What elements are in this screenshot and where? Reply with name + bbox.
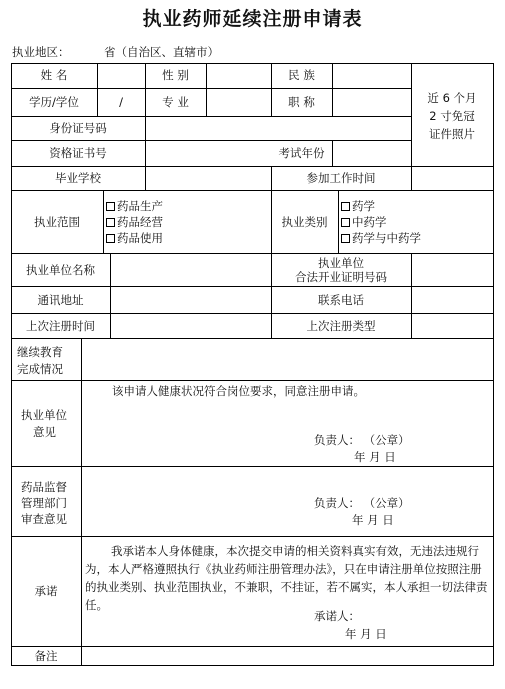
checkbox[interactable] <box>341 218 350 227</box>
checkbox[interactable] <box>341 202 350 211</box>
label-cont-edu-1: 继续教育 <box>17 345 63 359</box>
label-cont-edu-2: 完成情况 <box>17 362 63 376</box>
label-category: 执业类别 <box>281 215 328 229</box>
label-last-reg-time: 上次注册时间 <box>26 319 95 333</box>
label-gender: 性 别 <box>162 68 189 82</box>
label-name: 姓 名 <box>40 68 68 82</box>
category-option-pharmacy[interactable]: 药学 <box>341 199 375 213</box>
photo-box <box>411 89 493 143</box>
checkbox[interactable] <box>106 234 115 243</box>
label-unit-license-1: 执业单位 <box>318 256 364 270</box>
promise-text: 我承诺本人身体健康，本次提交申请的相关资料真实有效，无违法违规行为，本人严格遵照执行《执业药师注册管理办法》，只在申请注册单位按照注册的执业类别、执业范围执业，不兼职，不挂证，若不属实，本人承担一切法律责任。 <box>85 544 488 612</box>
region-value: 省（自治区、直辖市） <box>104 45 219 59</box>
label-promise: 承诺 <box>34 584 58 598</box>
label-unit-license-2: 合法开业证明号码 <box>295 270 387 284</box>
label-school: 毕业学校 <box>55 171 101 185</box>
unit-date: 年 月 日 <box>354 450 396 464</box>
label-qualification-no: 资格证书号 <box>49 146 107 160</box>
fda-responsible: 负责人： （公章） <box>314 496 410 510</box>
label-remarks: 备注 <box>34 649 58 663</box>
category-option-tcm[interactable]: 中药学 <box>341 215 387 229</box>
photo-note-3: 证件照片 <box>429 127 475 141</box>
education-slash: / <box>119 95 123 109</box>
label-unit-name: 执业单位名称 <box>26 263 95 277</box>
promise-date: 年 月 日 <box>345 627 387 641</box>
promiser-label: 承诺人： <box>314 609 360 623</box>
form-title: 执业药师延续注册申请表 <box>142 8 363 30</box>
label-education: 学历/学位 <box>29 95 79 109</box>
label-address: 通讯地址 <box>37 293 84 307</box>
scope-option-production[interactable]: 药品生产 <box>106 199 163 213</box>
label-fda-3: 审查意见 <box>21 512 67 526</box>
label-major: 专 业 <box>162 95 189 109</box>
label-fda-1: 药品监督 <box>21 480 67 494</box>
label-exam-year: 考试年份 <box>278 146 325 160</box>
label-id-number: 身份证号码 <box>49 121 107 135</box>
unit-opinion-text: 该申请人健康状况符合岗位要求，同意注册申请。 <box>112 384 365 398</box>
checkbox[interactable] <box>341 234 350 243</box>
unit-responsible: 负责人： （公章） <box>314 433 410 447</box>
photo-note-1: 近 6 个月 <box>427 91 477 105</box>
fda-date: 年 月 日 <box>352 513 394 527</box>
label-work-start: 参加工作时间 <box>306 171 376 185</box>
label-unit-opinion-1: 执业单位 <box>21 408 67 422</box>
label-scope: 执业范围 <box>34 215 80 229</box>
label-unit-opinion-2: 意见 <box>33 425 56 439</box>
label-ethnicity: 民 族 <box>288 68 315 82</box>
checkbox[interactable] <box>106 202 115 211</box>
scope-option-operation[interactable]: 药品经营 <box>106 215 163 229</box>
region-line <box>12 44 219 60</box>
label-title-rank: 职 称 <box>288 95 315 109</box>
region-label: 执业地区： <box>12 45 70 59</box>
scope-option-use[interactable]: 药品使用 <box>106 231 163 245</box>
form-table <box>11 63 494 666</box>
photo-note-2: 2 寸免冠 <box>429 109 475 123</box>
checkbox[interactable] <box>106 218 115 227</box>
label-fda-2: 管理部门 <box>21 496 67 510</box>
category-option-both[interactable]: 药学与中药学 <box>341 231 421 245</box>
label-phone: 联系电话 <box>318 293 364 307</box>
label-last-reg-type: 上次注册类型 <box>306 319 376 333</box>
